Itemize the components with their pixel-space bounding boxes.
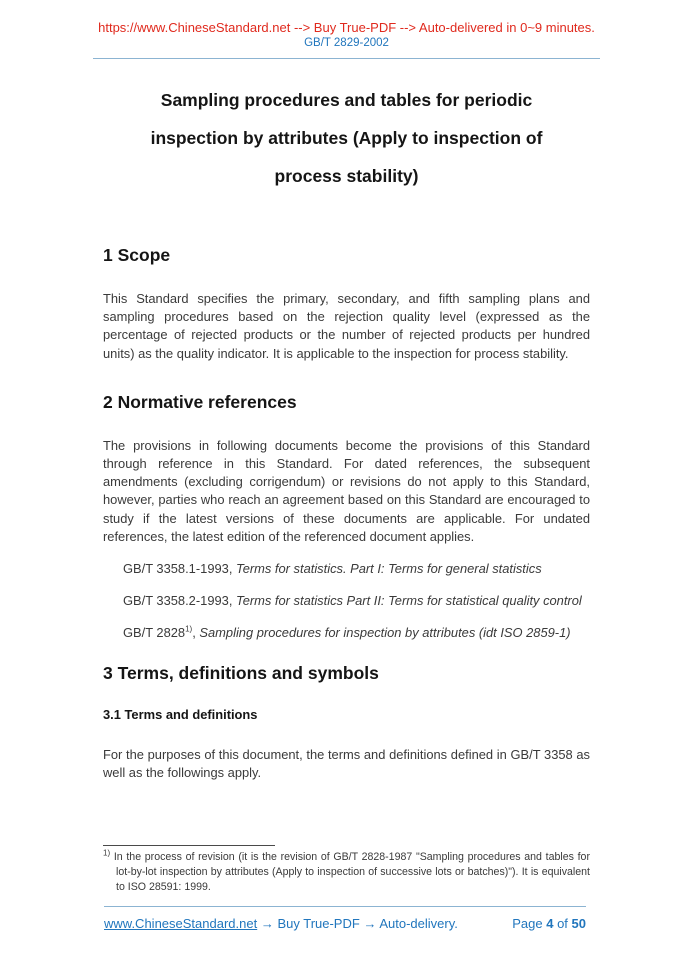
doc-number: GB/T 2829-2002 — [304, 37, 389, 49]
normative-references-paragraph: The provisions in following documents become the provisions of this Standard through reference in this Standard. For dated references, the subsequent amendments (excluding corrigendum) or revisions do not apply to this Standard, however, parties who reach an agreement based on this Standard are encouraged to study if the latest versions of these documents are applicable. For undated references, the latest edition of the referenced document applies. — [103, 437, 590, 544]
total-page-count: 50 — [571, 916, 586, 931]
reference-item: GB/T 2828$^{1)}$, Sampling procedures for inspection by attributes (idt ISO 2859-1) — [123, 625, 571, 641]
reference-title: Sampling procedures for inspection by attributes (idt ISO 2859-1) — [199, 625, 571, 641]
reference-title: Terms for statistics. Part I: Terms for general statistics — [236, 561, 542, 577]
reference-footnote-marker: 1) — [185, 625, 193, 635]
footer-promo: www.ChineseStandard.net → Buy True-PDF → Auto-delivery. — [104, 916, 458, 931]
section-heading-terms: 3 Terms, definitions and symbols — [103, 662, 379, 683]
arrow-icon: → — [363, 916, 377, 931]
reference-code: GB/T 2828 — [123, 625, 186, 641]
footnote-marker: 1) — [103, 848, 111, 858]
sub-heading-terms-definitions: 3.1 Terms and definitions — [103, 706, 258, 722]
page-number-indicator: Page 4 of 50 — [512, 916, 586, 931]
footnote-text: $^{1)}$ In the process of revision (it is the revision of GB/T 2828-1987 "Sampling procedures and tables for lot-by-lot inspection by attributes (Apply to inspection of successive lots or batches)"). It is equivalent to ISO 28591: 1999. — [103, 848, 590, 893]
reference-title: Terms for statistics Part II: Terms for statistical quality control — [236, 593, 582, 609]
reference-item — [103, 592, 590, 610]
page-title — [70, 81, 623, 195]
title-line: inspection by attributes (Apply to inspection of — [150, 128, 543, 148]
scope-paragraph: This Standard specifies the primary, secondary, and fifth sampling plans and sampling procedures based on the rejection quality level (expressed as the percentage of rejected products or the number of rejected products per hundred units) as the quality indicator. It is applicable to the inspection for process stability. — [103, 291, 590, 361]
reference-item — [103, 560, 590, 578]
promo-banner-link[interactable]: https://www.ChineseStandard.net --> Buy True-PDF --> Auto-delivered in 0~9 minutes. — [98, 20, 595, 35]
page-footer — [104, 916, 586, 931]
current-page-number: 4 — [546, 916, 554, 931]
footnote-block — [103, 845, 590, 895]
title-line: process stability) — [274, 166, 419, 186]
footnote-divider — [103, 845, 275, 846]
arrow-icon: → — [260, 916, 274, 931]
header-divider — [93, 58, 600, 59]
reference-code: GB/T 3358.1-1993, — [123, 561, 236, 577]
footer-site-link[interactable]: www.ChineseStandard.net — [104, 916, 258, 931]
section-heading-scope: 1 Scope — [103, 245, 171, 265]
section-heading-normative-references: 2 Normative references — [103, 391, 297, 412]
footer-divider — [104, 906, 586, 907]
terms-paragraph: For the purposes of this document, the terms and definitions defined in GB/T 3358 as well as the followings apply. — [103, 746, 590, 780]
title-line: Sampling procedures and tables for periodic — [160, 90, 533, 110]
reference-code: GB/T 3358.2-1993, — [123, 593, 236, 609]
document-body — [103, 245, 590, 782]
